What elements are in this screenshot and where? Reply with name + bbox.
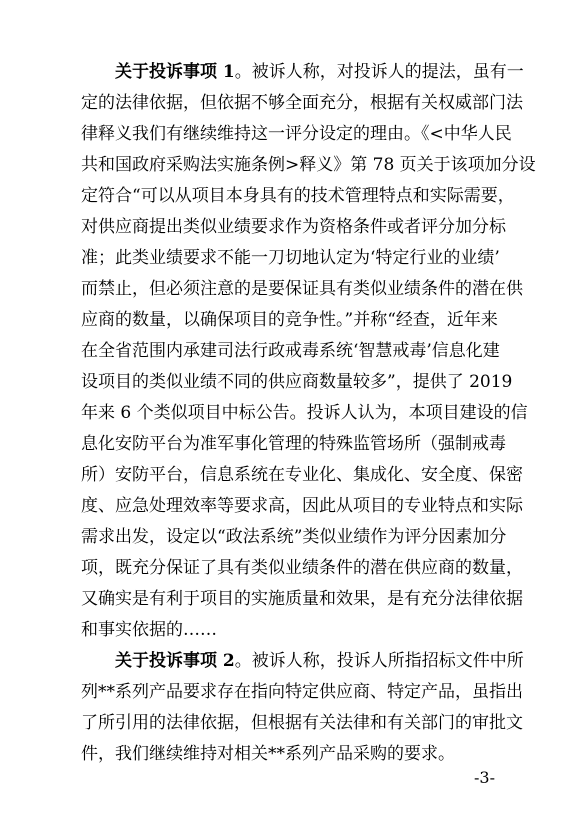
paragraph-1-line-1-text: 。被诉人称，对投诉人的提法，虽有一: [234, 62, 524, 82]
paragraph-2-line-4: 件，我们继续维持对相关**系列产品采购的要求。: [81, 744, 455, 764]
paragraph-1-line-7: 准；此类业绩要求不能一刀切地认定为‘特定行业的业绩’: [81, 248, 500, 268]
paragraph-1-line-8: 而禁止，但必须注意的是要保证具有类似业绩条件的潜在供: [81, 279, 523, 299]
paragraph-1-line-4: 共和国政府采购法实施条例>释义》第 78 页关于该项加分设: [81, 155, 536, 175]
paragraph-1-line-6: 对供应商提出类似业绩要求作为资格条件或者评分加分标: [81, 217, 506, 237]
paragraph-2-line-3: 了所引用的法律依据，但根据有关法律和有关部门的审批文: [81, 713, 523, 733]
paragraph-1-line-1: [115, 57, 524, 87]
paragraph-1-line-9: 应商的数量，以确保项目的竞争性。”并称“经查，近年来: [81, 310, 498, 330]
paragraph-2-line-2: 列**系列产品要求存在指向特定供应商、特定产品，虽指出: [81, 682, 523, 702]
paragraph-1-line-13: 息化安防平台为准军事化管理的特殊监管场所（强制戒毒: [81, 434, 506, 454]
paragraph-1-lead: 关于投诉事项 1: [115, 62, 235, 82]
paragraph-2-lead: 关于投诉事项 2: [115, 651, 235, 671]
paragraph-1-line-18: 又确实是有利于项目的实施质量和效果，是有充分法律依据: [81, 589, 523, 609]
paragraph-1-line-14: 所）安防平台，信息系统在专业化、集成化、安全度、保密: [81, 465, 523, 485]
paragraph-2-line-1: [115, 646, 524, 676]
paragraph-1-line-16: 需求出发，设定以“政法系统”类似业绩作为评分因素加分: [81, 527, 507, 547]
paragraph-1-line-3: 律释义我们有继续维持这一评分设定的理由。《<中华人民: [81, 124, 512, 144]
paragraph-2-line-1-text: 。被诉人称，投诉人所指招标文件中所: [234, 651, 524, 671]
paragraph-1-line-5: 定符合“可以从项目本身具有的技术管理特点和实际需要，: [81, 186, 515, 206]
paragraph-1-line-17: 项，既充分保证了具有类似业绩条件的潜在供应商的数量，: [81, 558, 523, 578]
paragraph-1-line-12: 年来 6 个类似项目中标公告。投诉人认为，本项目建设的信: [81, 403, 528, 423]
paragraph-1-line-10: 在全省范围内承建司法行政戒毒系统‘智慧戒毒’信息化建: [81, 341, 500, 361]
paragraph-1-line-11: 设项目的类似业绩不同的供应商数量较多”，提供了 2019: [81, 372, 513, 392]
page-number: -3-: [474, 768, 495, 787]
paragraph-1-line-19: 和事实依据的……: [81, 620, 217, 640]
paragraph-1-line-15: 度、应急处理效率等要求高，因此从项目的专业特点和实际: [81, 496, 523, 516]
paragraph-1-line-2: 定的法律依据，但依据不够全面充分，根据有关权威部门法: [81, 93, 523, 113]
